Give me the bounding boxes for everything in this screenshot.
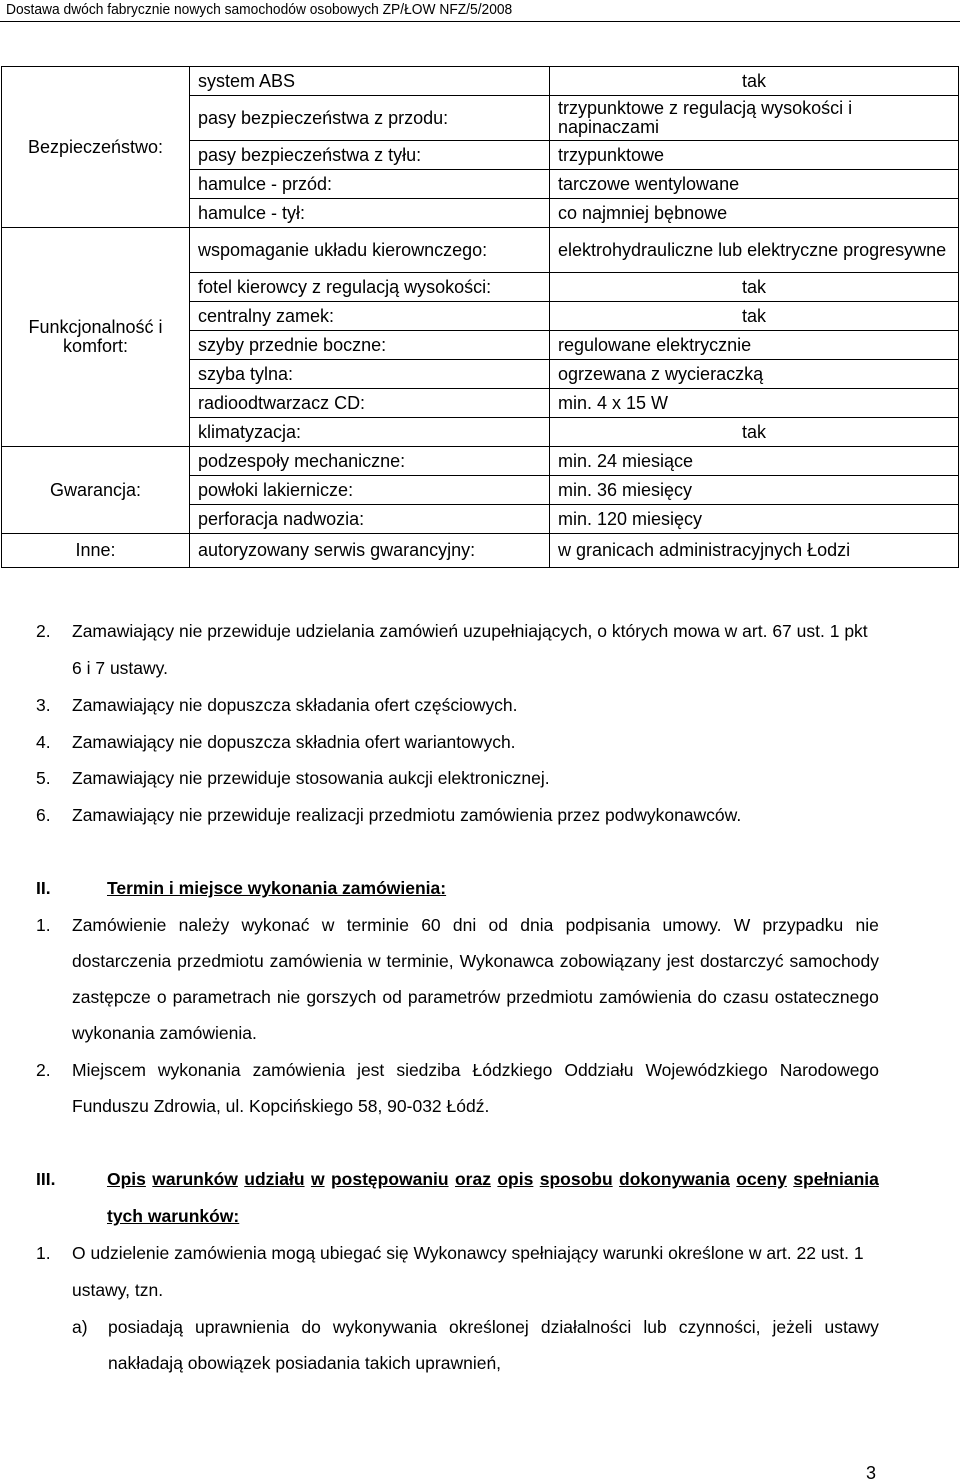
word: nie	[855, 915, 879, 935]
value-cell: min. 120 miesięcy	[550, 505, 959, 534]
word: opis	[497, 1169, 534, 1189]
value-cell: regulowane elektrycznie	[550, 331, 959, 360]
word: czasu	[722, 987, 769, 1007]
specification-table	[1, 66, 959, 568]
list-text: Zamawiający nie przewiduje stosowania aukcji elektronicznej.	[72, 768, 550, 788]
list-number: 1.	[36, 915, 51, 935]
justified-line	[72, 1060, 879, 1081]
param-cell: powłoki lakiernicze:	[190, 476, 550, 505]
list-text: wykonania zamówienia.	[72, 1023, 257, 1043]
param-cell: centralny zamek:	[190, 302, 550, 331]
section-2-heading	[0, 878, 960, 902]
list-text: Funduszu Zdrowia, ul. Kopcińskiego 58, 90-032 Łódź.	[72, 1096, 490, 1116]
word: posiadają	[108, 1317, 183, 1337]
word: przedmiotu	[506, 987, 593, 1007]
word: siedziba	[396, 1060, 461, 1080]
value-cell: tarczowe wentylowane	[550, 170, 959, 199]
section-2-item-1	[0, 915, 960, 939]
category-comfort: Funkcjonalność i komfort:	[2, 228, 190, 447]
word: wykonywania	[332, 1317, 437, 1337]
word: umowy.	[662, 915, 722, 935]
param-cell: szyba tylna:	[190, 360, 550, 389]
section-title: Termin i miejsce wykonania zamówienia:	[107, 878, 447, 898]
word: terminie	[346, 915, 409, 935]
list-item-5	[0, 768, 960, 792]
word: dni	[452, 915, 477, 935]
list-item-3	[0, 695, 960, 719]
word: zastępcze	[72, 987, 151, 1007]
list-item-6	[0, 805, 960, 829]
word: Wojewódzkiego	[645, 1060, 768, 1080]
word: warunków	[152, 1169, 238, 1189]
word: dokonywania	[619, 1169, 730, 1189]
word: W	[733, 915, 751, 935]
list-number: 2.	[36, 621, 51, 641]
word: uprawnienia	[194, 1317, 290, 1337]
word: w	[367, 951, 381, 971]
word: zobowiązany	[559, 951, 661, 971]
word: jest	[666, 951, 695, 971]
section-3-heading	[0, 1169, 960, 1193]
param-cell: pasy bezpieczeństwa z przodu:	[190, 96, 550, 141]
section-2-item-1-line-4	[0, 1023, 960, 1047]
value-cell: elektrohydrauliczne lub elektryczne progresywne	[550, 228, 959, 273]
word: określonej	[449, 1317, 529, 1337]
word: lub	[643, 1317, 667, 1337]
word: Łódzkiego	[472, 1060, 553, 1080]
justified-line	[108, 1317, 879, 1338]
word: gorszych	[306, 987, 377, 1007]
list-item-2	[0, 621, 960, 645]
word: nie	[276, 987, 301, 1007]
word: 60	[421, 915, 441, 935]
list-item-4	[0, 732, 960, 756]
param-cell: szyby przednie boczne:	[190, 331, 550, 360]
param-cell: fotel kierowcy z regulacją wysokości:	[190, 273, 550, 302]
word: działalności	[540, 1317, 632, 1337]
word: zamówienia	[269, 951, 363, 971]
section-number: II.	[36, 878, 51, 898]
section-2-item-2	[0, 1060, 960, 1084]
list-number: 2.	[36, 1060, 51, 1080]
word: dostarczyć	[699, 951, 784, 971]
word: Wykonawca	[459, 951, 554, 971]
word: dnia	[520, 915, 554, 935]
param-cell: radioodtwarzacz CD:	[190, 389, 550, 418]
list-text: O udzielenie zamówienia mogą ubiegać się Wykonawcy spełniający warunki określone w art. 22 ust. 1	[72, 1243, 864, 1263]
word: czynności,	[678, 1317, 761, 1337]
list-text: ustawy, tzn.	[72, 1280, 164, 1300]
list-number: 6.	[36, 805, 51, 825]
word: samochody	[789, 951, 879, 971]
list-letter: a)	[72, 1317, 88, 1337]
category-safety: Bezpieczeństwo:	[2, 67, 190, 228]
word: Zamówienie	[72, 915, 167, 935]
justified-line	[72, 987, 879, 1008]
word: parametrach	[172, 987, 271, 1007]
section-3-item-1-line-2	[0, 1280, 960, 1304]
list-text: 6 i 7 ustawy.	[72, 658, 168, 678]
word: do	[301, 1317, 321, 1337]
value-cell: min. 24 miesiące	[550, 447, 959, 476]
word: zamówienia	[252, 1060, 346, 1080]
list-text: Zamawiający nie dopuszcza składnia ofert wariantowych.	[72, 732, 516, 752]
word: Oddziału	[564, 1060, 634, 1080]
section-2-item-2-line-2	[0, 1096, 960, 1120]
param-cell: perforacja nadwozia:	[190, 505, 550, 534]
section-2-item-1-line-3	[0, 987, 960, 1011]
section-3-item-1	[0, 1243, 960, 1267]
word: w	[310, 1169, 325, 1189]
value-cell: trzypunktowe	[550, 141, 959, 170]
page-number: 3	[866, 1463, 877, 1483]
param-cell: hamulce - przód:	[190, 170, 550, 199]
word: parametrów	[407, 987, 501, 1007]
section-3-heading-line-2	[0, 1206, 960, 1230]
list-text: Zamawiający nie przewiduje realizacji przedmiotu zamówienia przez podwykonawców.	[72, 805, 742, 825]
value-cell: min. 36 miesięcy	[550, 476, 959, 505]
word: do	[697, 987, 717, 1007]
word: przypadku	[762, 915, 844, 935]
word: od	[488, 915, 508, 935]
category-other: Inne:	[2, 534, 190, 568]
word: Opis	[107, 1169, 146, 1189]
word: w	[321, 915, 335, 935]
word: Miejscem	[72, 1060, 146, 1080]
list-number: 4.	[36, 732, 51, 752]
justified-line	[72, 951, 879, 972]
value-cell: trzypunktowe z regulacją wysokości i napinaczami	[550, 96, 959, 141]
word: udziału	[244, 1169, 305, 1189]
word: spełniania	[793, 1169, 879, 1189]
list-number: 3.	[36, 695, 51, 715]
header-rule	[0, 21, 960, 22]
value-cell: ogrzewana z wycieraczką	[550, 360, 959, 389]
value-cell: tak	[550, 302, 959, 331]
word: przedmiotu	[177, 951, 264, 971]
value-cell: w granicach administracyjnych Łodzi	[550, 534, 959, 568]
value-cell: min. 4 x 15 W	[550, 389, 959, 418]
value-cell: co najmniej bębnowe	[550, 199, 959, 228]
param-cell: autoryzowany serwis gwarancyjny:	[190, 534, 550, 568]
section-title-line: tych warunków:	[107, 1206, 240, 1226]
word: należy	[178, 915, 230, 935]
word: od	[382, 987, 402, 1007]
word: zamówienia	[599, 987, 692, 1007]
param-cell: pasy bezpieczeństwa z tyłu:	[190, 141, 550, 170]
word: terminie,	[386, 951, 454, 971]
param-cell: klimatyzacja:	[190, 418, 550, 447]
param-cell: hamulce - tył:	[190, 199, 550, 228]
word: dostarczenia	[72, 951, 172, 971]
word: oraz	[454, 1169, 491, 1189]
param-cell: system ABS	[190, 67, 550, 96]
justified-line	[72, 915, 879, 936]
word: postępowaniu	[330, 1169, 449, 1189]
word: Narodowego	[779, 1060, 879, 1080]
list-number: 1.	[36, 1243, 51, 1263]
word: wykonać	[241, 915, 310, 935]
word: oceny	[736, 1169, 787, 1189]
section-3-item-a-line-2	[0, 1353, 960, 1377]
list-text: Zamawiający nie przewiduje udzielania zamówień uzupełniających, o których mowa w art. 67 ust. 1 pkt	[72, 621, 868, 641]
word: o	[156, 987, 167, 1007]
list-number: 5.	[36, 768, 51, 788]
section-title-line	[107, 1169, 879, 1190]
word: ostatecznego	[774, 987, 879, 1007]
section-3-item-a	[0, 1317, 960, 1341]
list-item-2-continued	[0, 658, 960, 682]
section-2-item-1-line-2	[0, 951, 960, 975]
list-text: Zamawiający nie dopuszcza składania ofert częściowych.	[72, 695, 518, 715]
section-number: III.	[36, 1169, 56, 1189]
category-warranty: Gwarancja:	[2, 447, 190, 534]
word: ustawy	[824, 1317, 879, 1337]
word: podpisania	[565, 915, 651, 935]
param-cell: wspomaganie układu kierownczego:	[190, 228, 550, 273]
param-cell: podzespoły mechaniczne:	[190, 447, 550, 476]
value-cell: tak	[550, 273, 959, 302]
word: wykonania	[157, 1060, 241, 1080]
list-text: nakładają obowiązek posiadania takich uprawnień,	[108, 1353, 502, 1373]
value-cell: tak	[550, 418, 959, 447]
word: jeżeli	[772, 1317, 813, 1337]
word: sposobu	[539, 1169, 613, 1189]
value-cell: tak	[550, 67, 959, 96]
document-header-title: Dostawa dwóch fabrycznie nowych samochodów osobowych ZP/ŁOW NFZ/5/2008	[6, 1, 513, 18]
word: jest	[357, 1060, 385, 1080]
